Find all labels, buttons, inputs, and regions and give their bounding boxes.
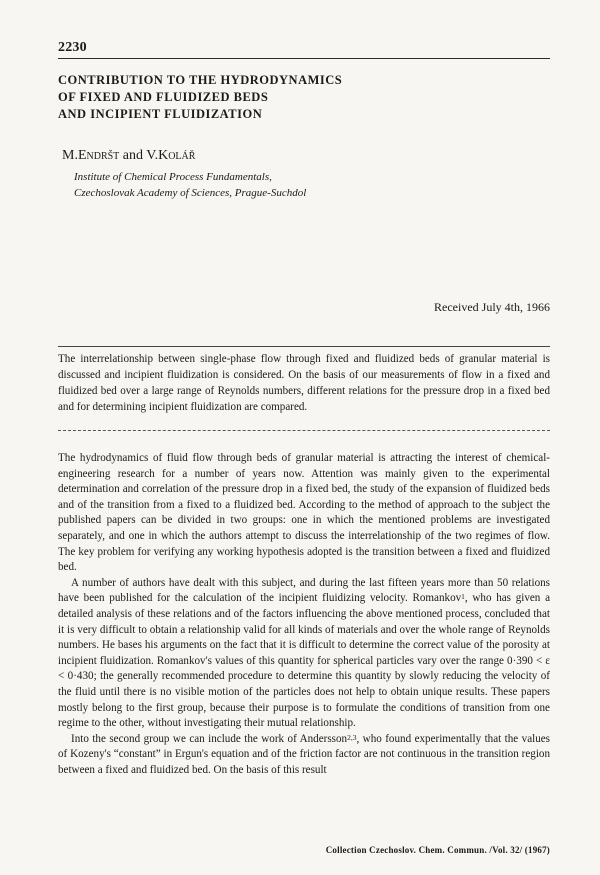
body-text	[58, 451, 550, 778]
abstract: The interrelationship between single-phase flow through fixed and fluidized beds of granular material is discussed and incipient fluidization is considered. On the basis of our measurements of flow in a fixed and fluidized bed over a large range of Reynolds numbers, different relations for the pressure drop in a fixed bed and for determining incipient fluidization are compared.	[58, 353, 550, 413]
article-title	[58, 72, 538, 123]
paragraph-2-text-b: , who has given a detailed analysis of these relations and of the factors influencing the above mentioned process, concluded that it is very difficult to obtain a relationship valid for all kinds of materials and over the whole range of Reynolds numbers. He bases his arguments on the fact that it is difficult to determine the correct value of the porosity at incipient fluidization. Romankov's values of this quantity for spherical particles vary over the range 0·390 < ε < 0·430; the generally recommended procedure to determine this quantity by slowly reducing the velocity of the fluid until there is no visible motion of the particles does not help to obtain unique results. These papers mostly belong to the first group, because their purpose is to formulate the conditions of transition from one regime to the other, without investigating their mutual relationship.	[58, 592, 550, 730]
affiliation-line-2: Czechoslovak Academy of Sciences, Prague-Suchdol	[74, 187, 307, 199]
author-separator: and	[119, 148, 147, 163]
paragraph-3-text-a: Into the second group we can include the work of Andersson	[71, 732, 348, 745]
author-1-initial: M.	[62, 148, 78, 163]
author-2-initial: V.	[146, 148, 159, 163]
abstract-top-rule	[58, 346, 550, 347]
affiliation-line-1: Institute of Chemical Process Fundamentals,	[74, 171, 272, 183]
affiliation	[74, 169, 504, 201]
title-line-1: CONTRIBUTION TO THE HYDRODYNAMICS	[58, 73, 343, 87]
header-rule	[58, 58, 550, 59]
title-line-3: AND INCIPIENT FLUIDIZATION	[58, 107, 263, 121]
received-date: Received July 4th, 1966	[434, 300, 550, 314]
paragraph-2-text-a: A number of authors have dealt with this subject, and during the last fifteen years more than 50 relations have been published for the calculation of the incipient fluidizing velocity. Romankov	[58, 576, 550, 605]
paragraph-3-text-b: , who found experimentally that the values of Kozeny's “constant” in Ergun's equation and of the friction factor are not continuous in the transition region between a fixed and fluidized bed. On the basis of this result	[58, 732, 551, 776]
paragraph-3	[58, 732, 550, 779]
page-number: 2230	[58, 40, 87, 55]
abstract-bottom-rule	[58, 430, 550, 431]
author-list	[62, 148, 195, 164]
citation-ref-1: 1	[461, 592, 465, 602]
paragraph-1: The hydrodynamics of fluid flow through beds of granular material is attracting the interest of chemical-engineering research for a number of years now. Attention was mainly given to the experimental determination and correlation of the pressure drop in a fixed bed, the study of the expansion of fluidized beds and of the transition from a fixed to a fluidized bed. According to the method of approach to the subject the published papers can be divided in two groups: one in which the mentioned problems are investigated separately, and one in which the authors attempt to discuss the interrelationship of the two regimes of flow. The key problem for verifying any working hypothesis adopted is the transition between a fixed and fluidized bed.	[58, 452, 550, 574]
author-1-surname: Endršt	[77, 148, 120, 163]
author-2-surname: Kolář	[158, 148, 196, 163]
paragraph-2	[58, 576, 550, 732]
journal-footer: Collection Czechoslov. Chem. Commun. /Vol. 32/ (1967)	[325, 845, 550, 855]
title-line-2: OF FIXED AND FLUIDIZED BEDS	[58, 90, 269, 104]
citation-ref-2-3: 2,3	[347, 732, 357, 742]
